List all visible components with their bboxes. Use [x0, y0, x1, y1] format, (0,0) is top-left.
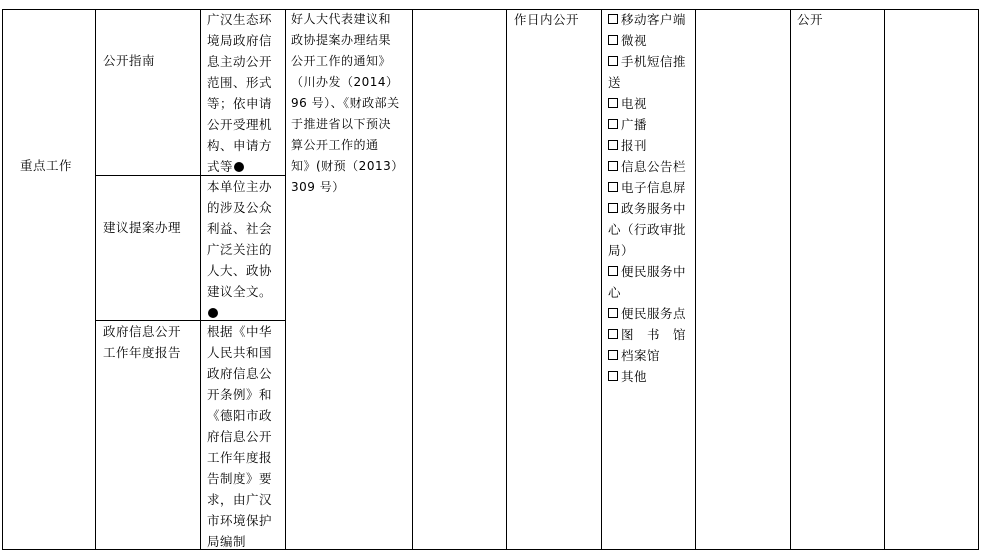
column-divider	[506, 9, 507, 550]
channel-option	[608, 30, 686, 51]
channel-option	[608, 93, 686, 114]
column-divider	[884, 9, 885, 550]
channel-label: 报刊	[621, 138, 648, 153]
guide-content-text: 式等	[207, 159, 234, 174]
channels-cell	[608, 9, 686, 387]
guide-content-cell	[207, 9, 272, 177]
filled-circle-icon	[208, 308, 218, 318]
channel-label: 政务服务中	[621, 201, 687, 216]
channel-option	[608, 324, 686, 345]
table-border-right	[978, 9, 979, 550]
proposal-content-cell	[207, 176, 272, 323]
filled-circle-icon	[234, 162, 244, 172]
checkbox-icon	[608, 119, 618, 129]
checkbox-icon	[608, 371, 618, 381]
channel-option	[608, 114, 686, 135]
report-content-line: 局编制	[207, 534, 247, 549]
channel-option	[608, 219, 686, 240]
channel-label: 信息公告栏	[621, 159, 687, 174]
timing-text: 作日内公开	[514, 12, 580, 27]
channel-label: 心（行政审批	[608, 222, 687, 237]
column-divider	[200, 9, 201, 550]
timing-cell	[514, 9, 579, 30]
checkbox-icon	[608, 56, 618, 66]
basis-line: 96 号）、《财政部关	[291, 96, 400, 110]
report-content-cell	[207, 321, 272, 552]
channel-option	[608, 240, 686, 261]
channel-label: 局）	[608, 243, 635, 258]
guide-content-line: 范围、形式	[207, 75, 273, 90]
report-content-line: 开条例》和	[207, 387, 273, 402]
column-divider	[95, 9, 96, 550]
checkbox-icon	[608, 161, 618, 171]
basis-cell	[291, 9, 404, 198]
category-cell	[20, 155, 72, 176]
channel-label: 便民服务点	[621, 306, 687, 321]
checkbox-icon	[608, 308, 618, 318]
guide-content-line: 境局政府信	[207, 33, 273, 48]
basis-line: 于推进省以下预决	[291, 117, 392, 131]
report-content-line: 人民共和国	[207, 345, 273, 360]
table-border-top	[2, 9, 979, 10]
proposal-content-line: 的涉及公众	[207, 200, 273, 215]
report-content-line: 根据《中华	[207, 324, 273, 339]
guide-content-line: 构、申请方	[207, 138, 273, 153]
channel-option	[608, 366, 686, 387]
item-report-label-line: 工作年度报告	[103, 345, 182, 360]
item-report-cell	[103, 321, 181, 363]
channel-option	[608, 9, 686, 30]
channel-label: 微视	[621, 33, 648, 48]
proposal-content-line: 利益、社会	[207, 221, 273, 236]
basis-line: 公开工作的通知》	[291, 54, 392, 68]
checkbox-icon	[608, 350, 618, 360]
column-divider	[601, 9, 602, 550]
channel-option	[608, 156, 686, 177]
channel-option	[608, 135, 686, 156]
scope-cell	[797, 9, 823, 30]
channel-option	[608, 282, 686, 303]
basis-line: 知》(财预（2013）	[291, 159, 404, 173]
channel-option	[608, 51, 686, 72]
checkbox-icon	[608, 35, 618, 45]
channel-label: 电子信息屏	[621, 180, 687, 195]
channel-label: 移动客户端	[621, 12, 687, 27]
category-label: 重点工作	[20, 158, 73, 173]
basis-line: 算公开工作的通	[291, 138, 379, 152]
checkbox-icon	[608, 266, 618, 276]
basis-line: 309 号）	[291, 180, 345, 194]
scope-text: 公开	[797, 12, 824, 27]
guide-content-line	[207, 156, 272, 177]
guide-content-line: 广汉生态环	[207, 12, 273, 27]
checkbox-icon	[608, 98, 618, 108]
report-content-line: 《德阳市政	[207, 408, 273, 423]
proposal-content-line: 本单位主办	[207, 179, 273, 194]
report-content-line: 市环境保护	[207, 513, 273, 528]
report-content-line: 告制度》要	[207, 471, 273, 486]
channel-label: 广播	[621, 117, 648, 132]
guide-content-line: 等；依申请	[207, 96, 273, 111]
guide-content-line: 息主动公开	[207, 54, 273, 69]
basis-line: 政协提案办理结果	[291, 33, 392, 47]
report-content-line: 求，由广汉	[207, 492, 273, 507]
report-content-line: 政府信息公	[207, 366, 273, 381]
channel-label: 档案馆	[621, 348, 661, 363]
channel-label: 便民服务中	[621, 264, 687, 279]
proposal-content-line	[207, 302, 272, 323]
proposal-content-line: 广泛关注的	[207, 242, 273, 257]
basis-line: 好人大代表建议和	[291, 12, 392, 26]
guide-content-line: 公开受理机	[207, 117, 273, 132]
channel-option	[608, 177, 686, 198]
channel-option	[608, 303, 686, 324]
channel-option	[608, 198, 686, 219]
column-divider	[695, 9, 696, 550]
column-divider	[412, 9, 413, 550]
column-divider	[285, 9, 286, 550]
report-content-line: 工作年度报	[207, 450, 273, 465]
proposal-content-line: 建议全文。	[207, 284, 273, 299]
checkbox-icon	[608, 182, 618, 192]
column-divider	[790, 9, 791, 550]
report-content-line: 府信息公开	[207, 429, 273, 444]
channel-option	[608, 345, 686, 366]
item-proposal-cell	[103, 217, 181, 238]
channel-label: 手机短信推	[621, 54, 687, 69]
channel-option	[608, 261, 686, 282]
table-border-bottom	[2, 549, 979, 550]
channel-label: 心	[608, 285, 622, 300]
channel-option	[608, 72, 686, 93]
channel-label: 送	[608, 75, 622, 90]
item-guide-label: 公开指南	[103, 53, 156, 68]
item-proposal-label: 建议提案办理	[103, 220, 182, 235]
item-guide-cell	[103, 50, 155, 71]
checkbox-icon	[608, 14, 618, 24]
checkbox-icon	[608, 140, 618, 150]
table-border-left	[2, 9, 3, 550]
item-report-label-line: 政府信息公开	[103, 324, 182, 339]
channel-label: 电视	[621, 96, 648, 111]
channel-label: 其他	[621, 369, 648, 384]
checkbox-icon	[608, 203, 618, 213]
checkbox-icon	[608, 329, 618, 339]
channel-label: 图 书 馆	[621, 327, 687, 342]
basis-line: （川办发（2014）	[291, 75, 399, 89]
proposal-content-line: 人大、政协	[207, 263, 273, 278]
